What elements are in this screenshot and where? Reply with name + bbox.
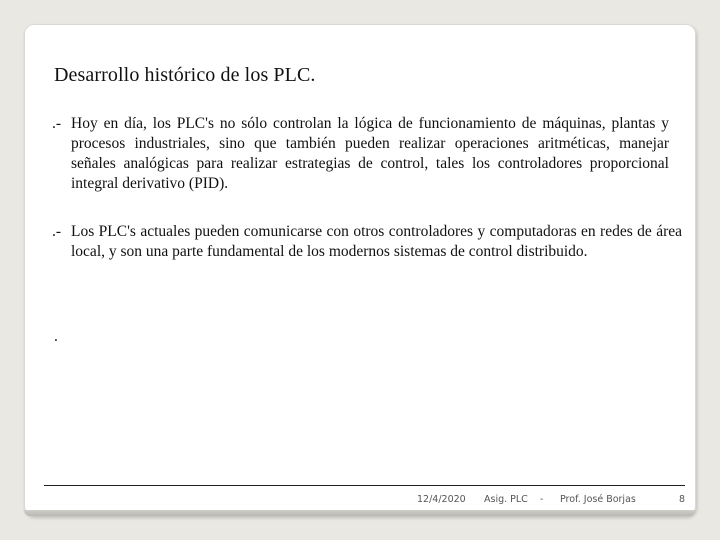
bullet-marker: .-: [52, 223, 62, 240]
slide-title: Desarrollo histórico de los PLC.: [54, 64, 316, 86]
bullet-list: [52, 114, 688, 290]
footer-date: 12/4/2020: [417, 494, 466, 505]
footer-course: Asig. PLC: [484, 494, 528, 505]
footer-author: Prof. José Borjas: [560, 494, 636, 505]
footer-divider: [44, 485, 685, 486]
bullet-paragraph: [52, 222, 682, 262]
bullet-marker: .-: [52, 115, 62, 132]
footer-separator: -: [540, 494, 544, 505]
bullet-paragraph: [52, 114, 669, 194]
page-number: 8: [679, 494, 686, 505]
bullet-text: Hoy en día, los PLC's no sólo controlan la lógica de funcionamiento de máquinas, plantas y procesos industriales, sino que también pueden realizar operaciones aritméticas, manejar señales analógicas para realizar estrategias de control, tales los controladores proporcional integral derivativo (PID).: [71, 115, 669, 192]
bullet-text: Los PLC's actuales pueden comunicarse con otros controladores y computadoras en redes de área local, y son una parte fundamental de los modernos sistemas de control distribuido.: [71, 223, 682, 260]
trailing-dot: .: [54, 328, 58, 345]
